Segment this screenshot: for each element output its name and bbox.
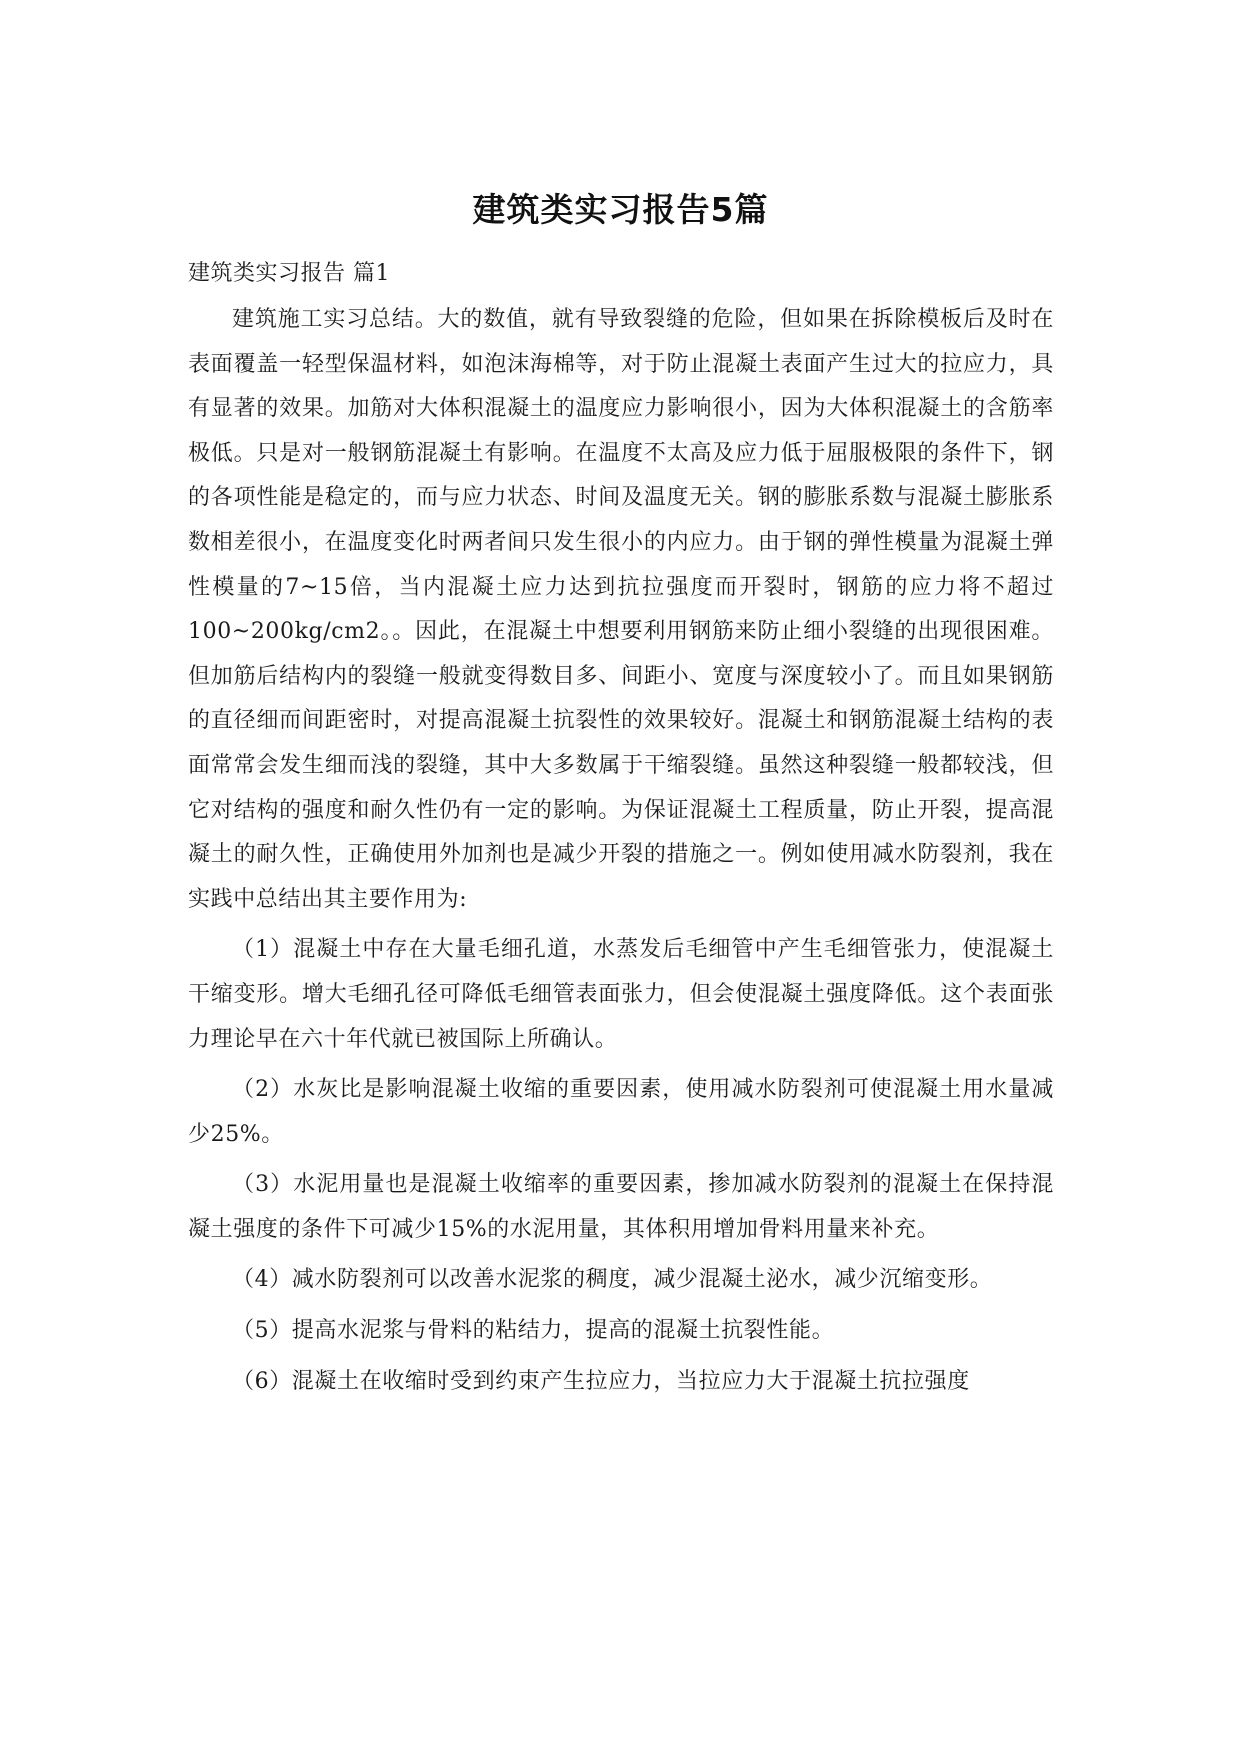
section-subtitle: 建筑类实习报告 篇1: [188, 261, 390, 286]
list-paragraph-5: （5）提高水泥浆与骨料的粘结力，提高的混凝土抗裂性能。: [232, 1318, 835, 1344]
list-paragraph-2: （2）水灰比是影响混凝土收缩的重要因素，使用减水防裂剂可使混凝土用水量减少25%。: [188, 1077, 1054, 1147]
list-paragraph-3: （3）水泥用量也是混凝土收缩率的重要因素，掺加减水防裂剂的混凝土在保持混凝土强度的条件下可减少15%的水泥用量，其体积用增加骨料用量来补充。: [188, 1172, 1054, 1242]
list-paragraph-4: （4）减水防裂剂可以改善水泥浆的稠度，减少混凝土泌水，减少沉缩变形。: [232, 1267, 993, 1293]
list-paragraph-6: （6）混凝土在收缩时受到约束产生拉应力，当拉应力大于混凝土抗拉强度: [232, 1368, 970, 1394]
list-paragraph-1: （1）混凝土中存在大量毛细孔道，水蒸发后毛细管中产生毛细管张力，使混凝土干缩变形。增大毛细孔径可降低毛细管表面张力，但会使混凝土强度降低。这个表面张力理论早在六十年代就已被国际上所确认。: [188, 937, 1054, 1052]
body-paragraph: 建筑施工实习总结。大的数值，就有导致裂缝的危险，但如果在拆除模板后及时在表面覆盖一轻型保温材料，如泡沫海棉等，对于防止混凝土表面产生过大的拉应力，具有显著的效果。加筋对大体积混凝土的温度应力影响很小，因为大体积混凝土的含筋率极低。只是对一般钢筋混凝土有影响。在温度不太高及应力低于屈服极限的条件下，钢的各项性能是稳定的，而与应力状态、时间及温度无关。钢的膨胀系数与混凝土膨胀系数相差很小，在温度变化时两者间只发生很小的内应力。由于钢的弹性模量为混凝土弹性模量的7~15倍，当内混凝土应力达到抗拉强度而开裂时，钢筋的应力将不超过100~200kg/cm2。。因此，在混凝土中想要利用钢筋来防止细小裂缝的出现很困难。但加筋后结构内的裂缝一般就变得数目多、间距小、宽度与深度较小了。而且如果钢筋的直径细而间距密时，对提高混凝土抗裂性的效果较好。混凝土和钢筋混凝土结构的表面常常会发生细而浅的裂缝，其中大多数属于干缩裂缝。虽然这种裂缝一般都较浅，但它对结构的强度和耐久性仍有一定的影响。为保证混凝土工程质量，防止开裂，提高混凝土的耐久性，正确使用外加剂也是减少开裂的措施之一。例如使用减水防裂剂，我在实践中总结出其主要作用为:: [188, 307, 1054, 912]
document-body: [188, 252, 1054, 1404]
document-title: 建筑类实习报告5篇: [472, 190, 769, 229]
